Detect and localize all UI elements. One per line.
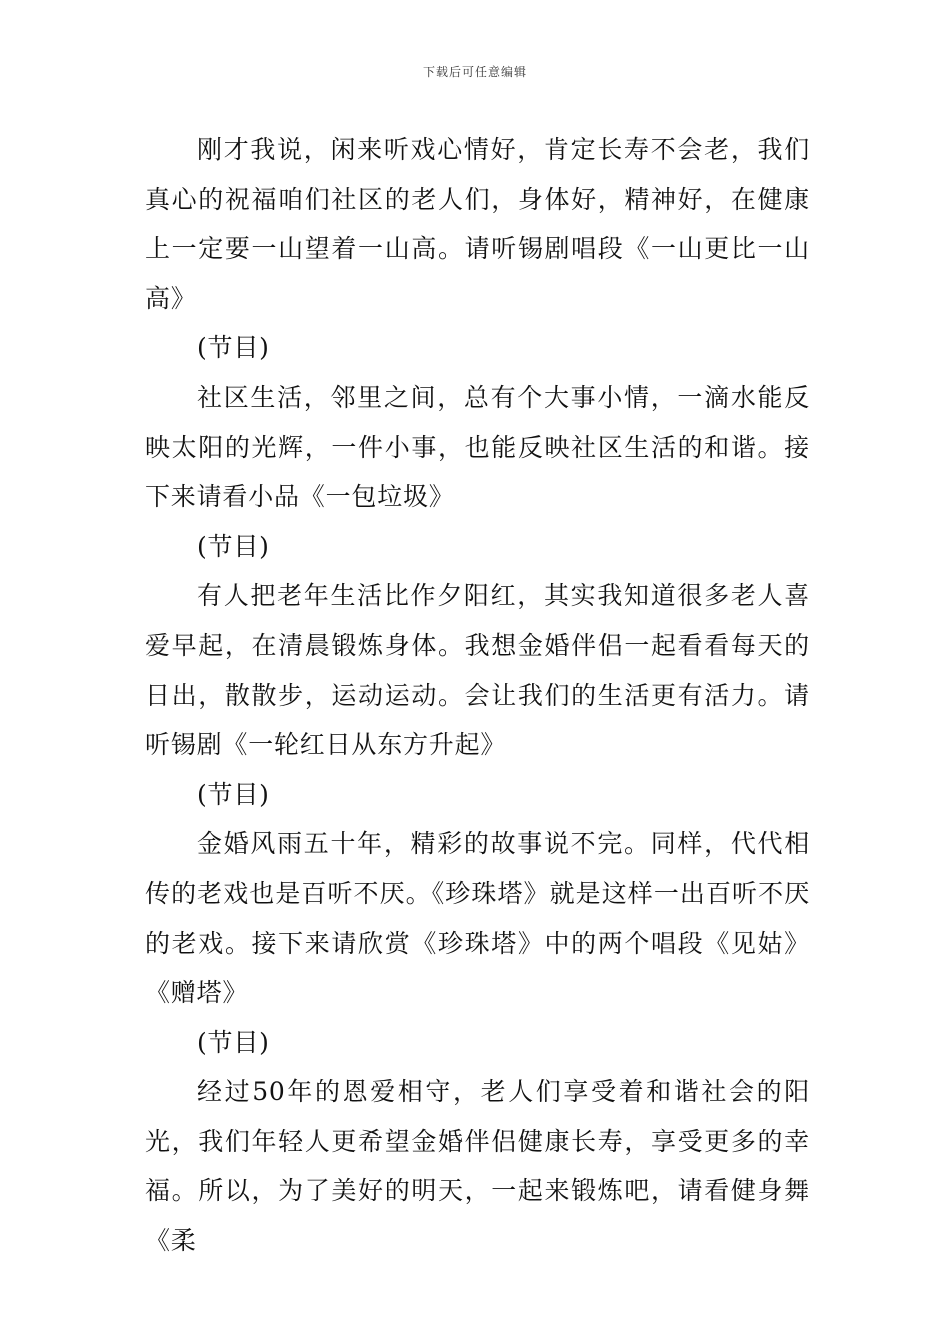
- paragraph: 社区生活，邻里之间，总有个大事小情，一滴水能反映太阳的光辉，一件小事，也能反映社区生活的和谐。接下来请看小品《一包垃圾》: [145, 382, 810, 512]
- program-marker: (节目): [197, 1027, 270, 1057]
- program-marker: (节目): [197, 779, 270, 809]
- document-body: [145, 125, 810, 1266]
- paragraph: 经过50年的恩爱相守，老人们享受着和谐社会的阳光，我们年轻人更希望金婚伴侣健康长寿，享受更多的幸福。所以，为了美好的明天，一起来锻炼吧，请看健身舞《柔: [145, 1077, 810, 1256]
- paragraph: 刚才我说，闲来听戏心情好，肯定长寿不会老，我们真心的祝福咱们社区的老人们，身体好，精神好，在健康上一定要一山望着一山高。请听锡剧唱段《一山更比一山高》: [145, 135, 810, 313]
- program-marker: (节目): [197, 531, 270, 561]
- program-marker: (节目): [197, 333, 270, 363]
- page-header-note: 下载后可任意编辑: [422, 65, 527, 79]
- paragraph: 有人把老年生活比作夕阳红，其实我知道很多老人喜爱早起，在清晨锻炼身体。我想金婚伴侣一起看看每天的日出，散散步，运动运动。会让我们的生活更有活力。请听锡剧《一轮红日从东方升起》: [145, 581, 810, 760]
- paragraph: 金婚风雨五十年，精彩的故事说不完。同样，代代相传的老戏也是百听不厌。《珍珠塔》就是这样一出百听不厌的老戏。接下来请欣赏《珍珠塔》中的两个唱段《见姑》《赠塔》: [145, 829, 810, 1008]
